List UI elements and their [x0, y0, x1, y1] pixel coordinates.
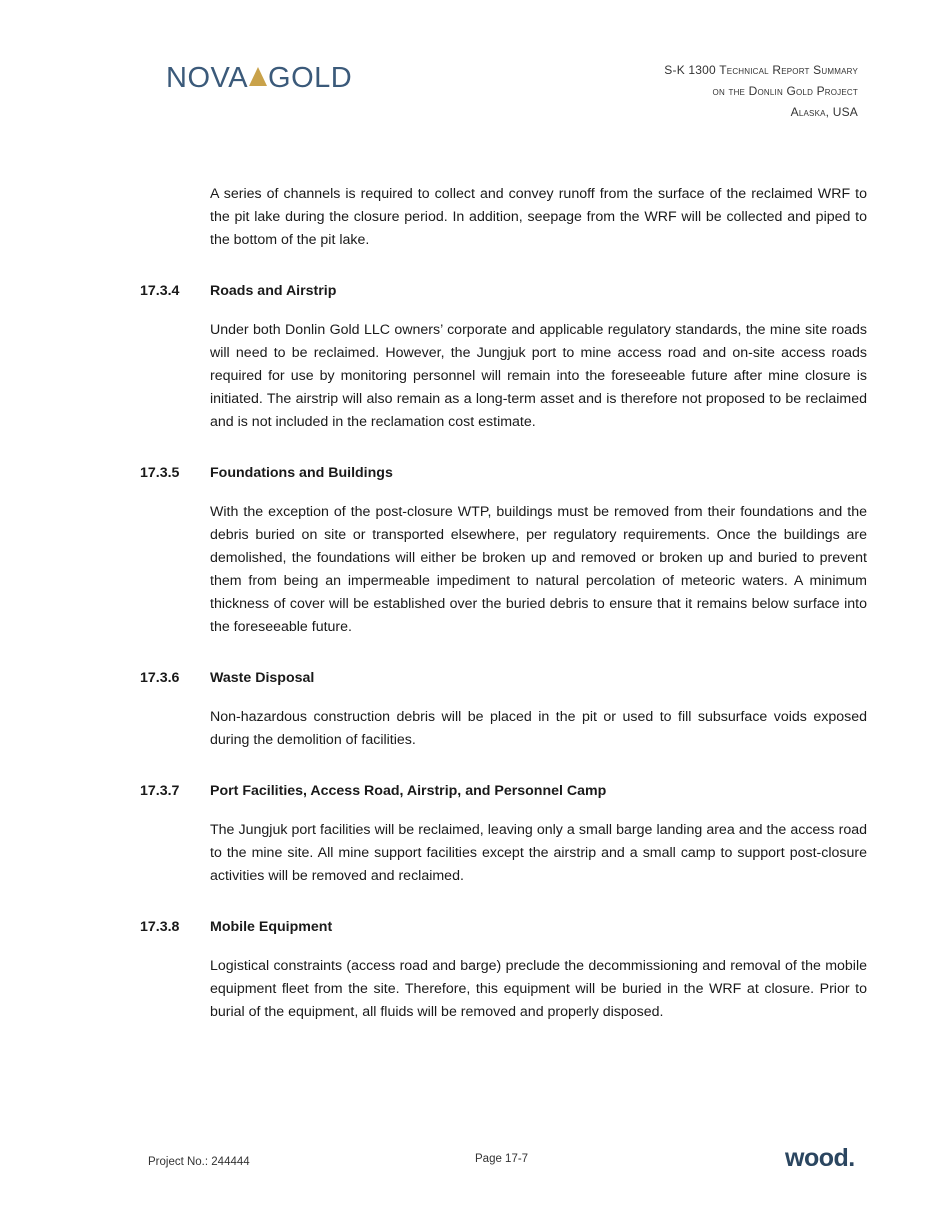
section-paragraph: Under both Donlin Gold LLC owners’ corporate and applicable regulatory standards, the mine site roads will need to be reclaimed. However, the Jungjuk port to mine access road and on-site access roads required for use by monitoring personnel will remain into the foreseeable future after mine closure is initiated. The airstrip will also remain as a long-term asset and is therefore not proposed to be reclaimed and is not included in the reclamation cost estimate. [210, 322, 867, 430]
section-heading-17-3-7 [140, 780, 867, 803]
section-title: Mobile Equipment [210, 919, 333, 935]
section-heading-17-3-8 [140, 916, 867, 939]
section-number: 17.3.8 [140, 919, 180, 935]
section-number: 17.3.6 [140, 670, 180, 686]
section-title: Waste Disposal [210, 670, 315, 686]
section-number: 17.3.7 [140, 783, 180, 799]
report-title-line2: on the Donlin Gold Project [712, 84, 858, 98]
section-heading-17-3-4 [140, 280, 867, 303]
section-heading-17-3-6 [140, 667, 867, 690]
section-number: 17.3.4 [140, 283, 180, 299]
report-header [664, 60, 858, 123]
section-paragraph: Logistical constraints (access road and barge) preclude the decommissioning and removal of the mobile equipment fleet from the site. Therefore, this equipment will be buried in the WRF at closure. Prior to burial of the equipment, all fluids will be removed and properly disposed. [210, 958, 867, 1020]
section-heading-17-3-5 [140, 462, 867, 485]
section-title: Roads and Airstrip [210, 283, 337, 299]
section-paragraph: The Jungjuk port facilities will be reclaimed, leaving only a small barge landing area and the access road to the mine site. All mine support facilities except the airstrip and a small camp to support post-closure activities will be removed and reclaimed. [210, 822, 867, 884]
intro-paragraph: A series of channels is required to collect and convey runoff from the surface of the reclaimed WRF to the pit lake during the closure period. In addition, seepage from the WRF will be collected and piped to the bottom of the pit lake. [210, 186, 867, 248]
page-body [140, 183, 867, 1024]
section-number: 17.3.5 [140, 465, 180, 481]
section-title: Foundations and Buildings [210, 465, 393, 481]
section-title: Port Facilities, Access Road, Airstrip, and Personnel Camp [210, 783, 607, 799]
gold-triangle-icon [249, 67, 267, 86]
novagold-logo: NOVA GOLD [166, 62, 353, 94]
wood-logo: wood. [785, 1144, 855, 1172]
report-title-line1: S-K 1300 Technical Report Summary [664, 63, 858, 77]
page-number: Page 17-7 [475, 1153, 529, 1165]
section-paragraph: With the exception of the post-closure WTP, buildings must be removed from their foundations and the debris buried on site or transported elsewhere, per regulatory requirements. Once the buildings are demolished, the foundations will either be broken up and removed or broken up and buried to prevent them from being an impermeable impediment to natural percolation of meteoric waters. A minimum thickness of cover will be established over the buried debris to ensure that it remains below surface into the foreseeable future. [210, 504, 867, 635]
section-paragraph: Non-hazardous construction debris will be placed in the pit or used to fill subsurface voids exposed during the demolition of facilities. [210, 709, 867, 748]
project-number: Project No.: 244444 [148, 1156, 250, 1168]
report-title-line3: Alaska, USA [790, 105, 858, 119]
